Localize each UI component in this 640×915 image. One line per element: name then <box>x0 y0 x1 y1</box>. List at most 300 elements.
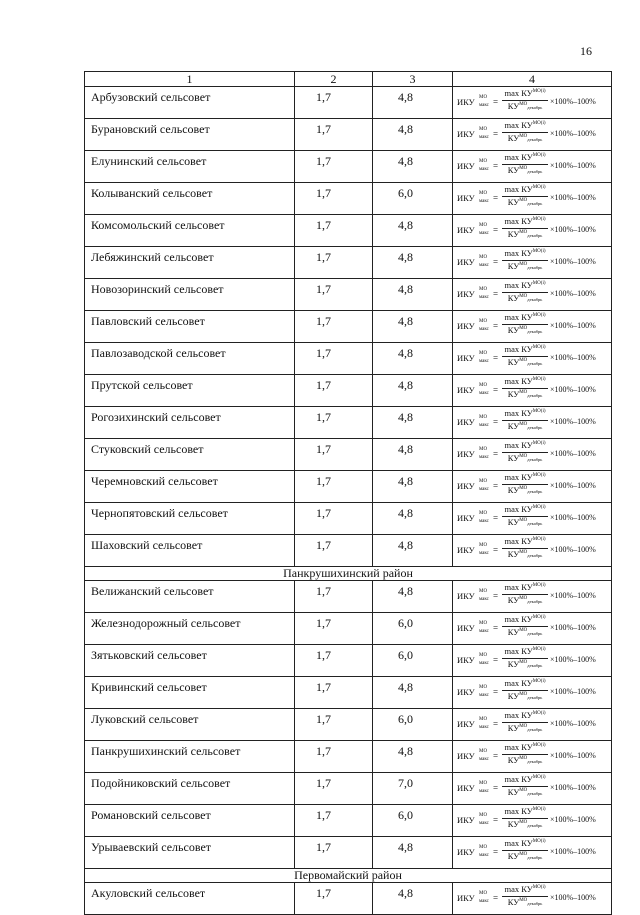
formula-fraction <box>501 583 549 605</box>
formula-denominator-sup: МО <box>519 198 528 203</box>
formula-numerator-base: max КУ <box>504 472 533 482</box>
formula-lhs <box>457 845 489 858</box>
formula-numerator-base: max КУ <box>504 440 533 450</box>
column-header-1: 1 <box>85 72 295 87</box>
column-2-value: 1,7 <box>295 407 373 439</box>
formula-fraction <box>501 249 549 271</box>
formula-numerator-sub: (i) <box>540 679 546 684</box>
formula-fraction <box>501 441 549 463</box>
formula-lhs <box>457 127 489 140</box>
formula-numerator <box>501 313 549 324</box>
formula <box>457 249 609 275</box>
formula <box>457 839 609 865</box>
formula-lhs-sub: макс <box>479 423 489 428</box>
formula-denominator-sub: декабрь <box>527 727 543 732</box>
formula-lhs-sub: макс <box>479 757 489 762</box>
formula-numerator-base: max КУ <box>504 614 533 624</box>
formula-denominator-base: КУ <box>507 421 520 431</box>
formula <box>457 679 609 705</box>
formula-cell <box>453 503 612 535</box>
formula-lhs-base: ИКУ <box>457 193 475 203</box>
formula-cell <box>453 311 612 343</box>
formula-denominator <box>501 134 549 143</box>
formula-denominator <box>501 166 549 175</box>
formula-denominator-sup: МО <box>519 756 528 761</box>
table-row <box>85 581 612 613</box>
formula-equals: = <box>493 161 499 171</box>
municipality-name: Павлозаводской сельсовет <box>85 343 295 375</box>
formula-lhs-base: ИКУ <box>457 783 475 793</box>
formula-numerator-sup: МО <box>532 217 541 222</box>
formula-rhs: ×100%–100% <box>550 783 596 792</box>
formula-denominator-base: КУ <box>507 229 520 239</box>
formula-numerator-sup: МО <box>532 711 541 716</box>
formula-equals: = <box>493 815 499 825</box>
formula-numerator <box>501 775 549 786</box>
formula-lhs-sub: макс <box>479 327 489 332</box>
formula-numerator-sub: (i) <box>540 153 546 158</box>
formula <box>457 185 609 211</box>
table-row <box>85 805 612 837</box>
formula-denominator-sup: МО <box>519 486 528 491</box>
formula-numerator-sub: (i) <box>540 217 546 222</box>
formula-numerator-base: max КУ <box>504 646 533 656</box>
formula-lhs <box>457 95 489 108</box>
formula-denominator <box>501 596 549 605</box>
table-row <box>85 439 612 471</box>
formula-denominator <box>501 102 549 111</box>
column-3-value: 6,0 <box>373 613 453 645</box>
formula-numerator-sup: МО <box>532 121 541 126</box>
formula-numerator-base: max КУ <box>504 710 533 720</box>
formula-denominator-base: КУ <box>507 357 520 367</box>
formula-denominator-base: КУ <box>507 787 520 797</box>
formula-denominator-sub: декабрь <box>527 553 543 558</box>
formula-lhs-sup: МО <box>479 415 488 420</box>
formula-lhs <box>457 543 489 556</box>
formula-equals: = <box>493 225 499 235</box>
column-3-value: 4,8 <box>373 119 453 151</box>
formula-lhs <box>457 255 489 268</box>
formula-denominator-sup: МО <box>519 692 528 697</box>
formula-cell <box>453 535 612 567</box>
formula-numerator-base: max КУ <box>504 408 533 418</box>
formula-numerator-sub: (i) <box>540 313 546 318</box>
formula-numerator-base: max КУ <box>504 152 533 162</box>
formula-denominator <box>501 486 549 495</box>
municipality-name: Кривинский сельсовет <box>85 677 295 709</box>
column-3-value: 4,8 <box>373 343 453 375</box>
formula-fraction <box>501 281 549 303</box>
formula-numerator-base: max КУ <box>504 742 533 752</box>
section-heading-row <box>85 567 612 581</box>
column-2-value: 1,7 <box>295 805 373 837</box>
formula-rhs: ×100%–100% <box>550 129 596 138</box>
formula-lhs-sup: МО <box>479 191 488 196</box>
table-row <box>85 883 612 915</box>
formula <box>457 441 609 467</box>
table-row <box>85 151 612 183</box>
formula-rhs: ×100%–100% <box>550 289 596 298</box>
formula-denominator <box>501 454 549 463</box>
formula-fraction <box>501 839 549 861</box>
formula-numerator-sup: МО <box>532 313 541 318</box>
formula-denominator-sup: МО <box>519 788 528 793</box>
column-2-value: 1,7 <box>295 613 373 645</box>
formula-equals: = <box>493 129 499 139</box>
formula-lhs-sup: МО <box>479 891 488 896</box>
formula-denominator-sup: МО <box>519 422 528 427</box>
formula-lhs-sup: МО <box>479 749 488 754</box>
column-3-value: 4,8 <box>373 311 453 343</box>
column-2-value: 1,7 <box>295 183 373 215</box>
formula-numerator-sup: МО <box>532 345 541 350</box>
formula-denominator <box>501 820 549 829</box>
formula-denominator-sub: декабрь <box>527 855 543 860</box>
formula-numerator-sub: (i) <box>540 775 546 780</box>
formula-lhs-sup: МО <box>479 351 488 356</box>
column-2-value: 1,7 <box>295 439 373 471</box>
formula-numerator <box>501 377 549 388</box>
formula-numerator <box>501 505 549 516</box>
formula-numerator-sup: МО <box>532 185 541 190</box>
formula-numerator-sub: (i) <box>540 885 546 890</box>
formula-lhs-sup: МО <box>479 717 488 722</box>
formula-lhs-base: ИКУ <box>457 449 475 459</box>
formula-denominator-sup: МО <box>519 134 528 139</box>
formula-numerator-sub: (i) <box>540 185 546 190</box>
formula <box>457 217 609 243</box>
formula-denominator-sup: МО <box>519 660 528 665</box>
formula-equals: = <box>493 623 499 633</box>
column-3-value: 4,8 <box>373 581 453 613</box>
formula-lhs-sup: МО <box>479 255 488 260</box>
formula-denominator <box>501 518 549 527</box>
formula-fraction <box>501 409 549 431</box>
formula-lhs-sub: макс <box>479 391 489 396</box>
table-row <box>85 471 612 503</box>
formula-lhs-base: ИКУ <box>457 321 475 331</box>
formula <box>457 711 609 737</box>
formula-denominator <box>501 756 549 765</box>
formula-lhs-sup: МО <box>479 685 488 690</box>
formula-rhs: ×100%–100% <box>550 623 596 632</box>
formula-denominator-base: КУ <box>507 389 520 399</box>
formula <box>457 537 609 563</box>
formula-numerator <box>501 537 549 548</box>
column-header-3: 3 <box>373 72 453 87</box>
formula-lhs-base: ИКУ <box>457 687 475 697</box>
formula-denominator-sub: декабрь <box>527 297 543 302</box>
formula-rhs: ×100%–100% <box>550 385 596 394</box>
formula-cell <box>453 87 612 119</box>
formula-denominator-base: КУ <box>507 293 520 303</box>
formula-fraction <box>501 185 549 207</box>
formula-denominator <box>501 358 549 367</box>
column-2-value: 1,7 <box>295 279 373 311</box>
formula-lhs <box>457 685 489 698</box>
formula-numerator-sup: МО <box>532 679 541 684</box>
formula <box>457 885 609 911</box>
formula-rhs: ×100%–100% <box>550 257 596 266</box>
column-3-value: 6,0 <box>373 805 453 837</box>
formula-lhs-sub: макс <box>479 853 489 858</box>
formula-numerator-sup: МО <box>532 807 541 812</box>
column-2-value: 1,7 <box>295 311 373 343</box>
column-3-value: 4,8 <box>373 503 453 535</box>
municipality-name: Луковский сельсовет <box>85 709 295 741</box>
formula-denominator-base: КУ <box>507 897 520 907</box>
formula-lhs-sub: макс <box>479 821 489 826</box>
formula-numerator-sup: МО <box>532 647 541 652</box>
formula-numerator-sub: (i) <box>540 647 546 652</box>
formula-numerator-base: max КУ <box>504 216 533 226</box>
formula-lhs-base: ИКУ <box>457 353 475 363</box>
formula-cell <box>453 119 612 151</box>
formula-equals: = <box>493 353 499 363</box>
column-2-value: 1,7 <box>295 677 373 709</box>
column-3-value: 4,8 <box>373 279 453 311</box>
formula-cell <box>453 375 612 407</box>
table-row <box>85 773 612 805</box>
formula-equals: = <box>493 591 499 601</box>
formula-numerator-sup: МО <box>532 743 541 748</box>
formula-denominator-sup: МО <box>519 852 528 857</box>
formula <box>457 647 609 673</box>
formula-lhs-sub: макс <box>479 789 489 794</box>
formula-lhs-sub: макс <box>479 295 489 300</box>
formula-cell <box>453 439 612 471</box>
formula-fraction <box>501 377 549 399</box>
column-2-value: 1,7 <box>295 375 373 407</box>
table-row <box>85 279 612 311</box>
formula-numerator-base: max КУ <box>504 504 533 514</box>
formula <box>457 473 609 499</box>
formula-lhs-base: ИКУ <box>457 751 475 761</box>
formula <box>457 345 609 371</box>
formula-denominator-sub: декабрь <box>527 457 543 462</box>
formula-denominator-sub: декабрь <box>527 137 543 142</box>
formula <box>457 583 609 609</box>
formula-numerator <box>501 647 549 658</box>
formula-cell <box>453 741 612 773</box>
formula-rhs: ×100%–100% <box>550 353 596 362</box>
column-3-value: 4,8 <box>373 439 453 471</box>
formula-cell <box>453 773 612 805</box>
formula-numerator-base: max КУ <box>504 884 533 894</box>
formula-numerator <box>501 153 549 164</box>
formula-numerator <box>501 711 549 722</box>
formula-lhs-base: ИКУ <box>457 719 475 729</box>
formula-denominator-base: КУ <box>507 101 520 111</box>
municipality-name: Колыванский сельсовет <box>85 183 295 215</box>
formula-rhs: ×100%–100% <box>550 687 596 696</box>
formula-rhs: ×100%–100% <box>550 545 596 554</box>
formula-cell <box>453 645 612 677</box>
formula-lhs-sup: МО <box>479 223 488 228</box>
formula-lhs-base: ИКУ <box>457 257 475 267</box>
formula-equals: = <box>493 449 499 459</box>
municipality-name: Черемновский сельсовет <box>85 471 295 503</box>
formula-denominator-base: КУ <box>507 659 520 669</box>
formula-lhs-base: ИКУ <box>457 161 475 171</box>
formula-lhs-sub: макс <box>479 629 489 634</box>
formula-numerator-sub: (i) <box>540 377 546 382</box>
formula-numerator-sup: МО <box>532 281 541 286</box>
formula-denominator-sup: МО <box>519 390 528 395</box>
formula-lhs-sub: макс <box>479 725 489 730</box>
formula-denominator-base: КУ <box>507 755 520 765</box>
formula-equals: = <box>493 257 499 267</box>
column-2-value: 1,7 <box>295 343 373 375</box>
formula-rhs: ×100%–100% <box>550 225 596 234</box>
formula-denominator-base: КУ <box>507 723 520 733</box>
formula-equals: = <box>493 385 499 395</box>
column-3-value: 4,8 <box>373 741 453 773</box>
formula-fraction <box>501 647 549 669</box>
formula-numerator-sub: (i) <box>540 505 546 510</box>
municipality-name: Новозоринский сельсовет <box>85 279 295 311</box>
formula-rhs: ×100%–100% <box>550 193 596 202</box>
formula-fraction <box>501 345 549 367</box>
formula-rhs: ×100%–100% <box>550 513 596 522</box>
municipality-name: Подойниковский сельсовет <box>85 773 295 805</box>
formula-lhs-sub: макс <box>479 359 489 364</box>
formula-lhs-sub: макс <box>479 231 489 236</box>
formula-numerator-sup: МО <box>532 473 541 478</box>
formula-rhs: ×100%–100% <box>550 449 596 458</box>
formula-numerator <box>501 615 549 626</box>
formula-lhs <box>457 351 489 364</box>
formula-numerator <box>501 743 549 754</box>
municipality-name: Акуловский сельсовет <box>85 883 295 915</box>
formula-lhs-sup: МО <box>479 319 488 324</box>
table-row <box>85 375 612 407</box>
formula-lhs-sup: МО <box>479 383 488 388</box>
formula-denominator-sup: МО <box>519 628 528 633</box>
formula-fraction <box>501 711 549 733</box>
municipality-name: Романовский сельсовет <box>85 805 295 837</box>
formula-lhs-sub: макс <box>479 199 489 204</box>
formula-denominator-sup: МО <box>519 454 528 459</box>
formula-cell <box>453 883 612 915</box>
formula-rhs: ×100%–100% <box>550 847 596 856</box>
formula-fraction <box>501 89 549 111</box>
formula-lhs <box>457 813 489 826</box>
formula-numerator-base: max КУ <box>504 376 533 386</box>
column-3-value: 4,8 <box>373 215 453 247</box>
formula-denominator-sup: МО <box>519 820 528 825</box>
formula-denominator-sup: МО <box>519 898 528 903</box>
table-row <box>85 407 612 439</box>
formula-lhs-sub: макс <box>479 899 489 904</box>
column-2-value: 1,7 <box>295 883 373 915</box>
header-row <box>85 72 612 87</box>
formula-denominator-sub: декабрь <box>527 759 543 764</box>
formula-numerator-sub: (i) <box>540 441 546 446</box>
table-row <box>85 613 612 645</box>
formula-fraction <box>501 217 549 239</box>
formula-numerator-base: max КУ <box>504 678 533 688</box>
formula-lhs-sup: МО <box>479 543 488 548</box>
formula-denominator-sub: декабрь <box>527 489 543 494</box>
table-row <box>85 311 612 343</box>
column-3-value: 4,8 <box>373 677 453 709</box>
formula-numerator-sub: (i) <box>540 121 546 126</box>
formula-cell <box>453 151 612 183</box>
formula-lhs-base: ИКУ <box>457 129 475 139</box>
municipality-name: Елунинский сельсовет <box>85 151 295 183</box>
formula-lhs-base: ИКУ <box>457 545 475 555</box>
formula-numerator-sup: МО <box>532 89 541 94</box>
formula-rhs: ×100%–100% <box>550 417 596 426</box>
formula-lhs <box>457 589 489 602</box>
formula-lhs-sub: макс <box>479 693 489 698</box>
formula-numerator-sup: МО <box>532 839 541 844</box>
column-2-value: 1,7 <box>295 247 373 279</box>
formula-lhs-sub: макс <box>479 487 489 492</box>
formula-equals: = <box>493 97 499 107</box>
formula-cell <box>453 279 612 311</box>
formula-denominator-base: КУ <box>507 819 520 829</box>
municipality-name: Чернопятовский сельсовет <box>85 503 295 535</box>
formula-numerator <box>501 583 549 594</box>
formula-numerator-base: max КУ <box>504 120 533 130</box>
column-3-value: 4,8 <box>373 247 453 279</box>
formula-numerator-sup: МО <box>532 505 541 510</box>
formula-numerator-base: max КУ <box>504 536 533 546</box>
formula-lhs-sub: макс <box>479 597 489 602</box>
formula-rhs: ×100%–100% <box>550 161 596 170</box>
formula-numerator-sup: МО <box>532 409 541 414</box>
section-heading-row <box>85 869 612 883</box>
formula-numerator <box>501 839 549 850</box>
formula-fraction <box>501 743 549 765</box>
formula-lhs <box>457 621 489 634</box>
formula-numerator <box>501 885 549 896</box>
formula-numerator-sup: МО <box>532 249 541 254</box>
municipality-name: Арбузовский сельсовет <box>85 87 295 119</box>
formula-numerator-sub: (i) <box>540 583 546 588</box>
formula-lhs <box>457 159 489 172</box>
formula-denominator-sup: МО <box>519 294 528 299</box>
formula-denominator-base: КУ <box>507 325 520 335</box>
column-3-value: 4,8 <box>373 535 453 567</box>
column-2-value: 1,7 <box>295 741 373 773</box>
formula-cell <box>453 805 612 837</box>
formula <box>457 743 609 769</box>
table-row <box>85 343 612 375</box>
formula-numerator-sub: (i) <box>540 615 546 620</box>
formula-denominator-sup: МО <box>519 262 528 267</box>
column-2-value: 1,7 <box>295 119 373 151</box>
formula-cell <box>453 183 612 215</box>
formula-denominator-sub: декабрь <box>527 425 543 430</box>
municipality-name: Панкрушихинский сельсовет <box>85 741 295 773</box>
column-2-value: 1,7 <box>295 215 373 247</box>
formula-cell <box>453 581 612 613</box>
formula-denominator-base: КУ <box>507 453 520 463</box>
column-3-value: 4,8 <box>373 87 453 119</box>
formula-denominator-sub: декабрь <box>527 663 543 668</box>
table-row <box>85 837 612 869</box>
column-3-value: 4,8 <box>373 151 453 183</box>
column-header-2: 2 <box>295 72 373 87</box>
column-3-value: 4,8 <box>373 471 453 503</box>
formula-denominator-sub: декабрь <box>527 105 543 110</box>
formula-lhs-sub: макс <box>479 519 489 524</box>
formula-fraction <box>501 537 549 559</box>
